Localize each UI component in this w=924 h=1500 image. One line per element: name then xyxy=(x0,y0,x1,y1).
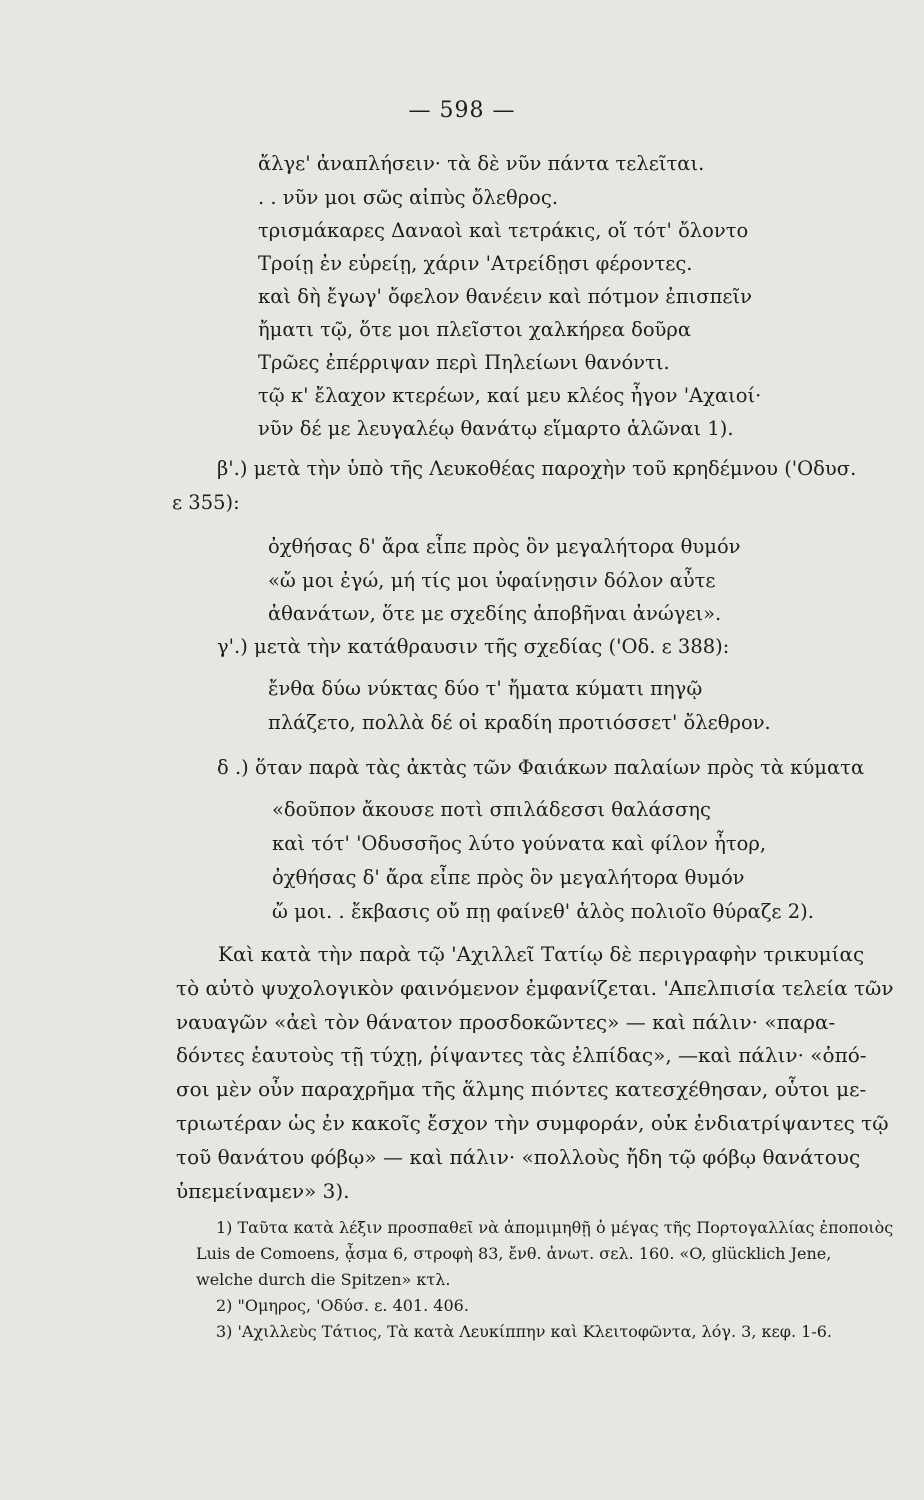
verse-line: ἀθανάτων, ὅτε με σχεδίης ἀποβῆναι ἀνώγει». xyxy=(268,602,722,625)
body-text-line: ναυαγῶν «ἀεὶ τὸν θάνατον προσδοκῶντες» — καὶ πάλιν· «παρα- xyxy=(176,1010,836,1034)
body-text-line: τριωτέραν ὡς ἐν κακοῖς ἔσχον τὴν συμφοράν, οὐκ ἐνδιατρίψαντες τῷ xyxy=(176,1111,889,1135)
body-text-line: δόντες ἑαυτοὺς τῇ τύχῃ, ῥίψαντες τὰς ἐλπίδας», —καὶ πάλιν· «ὁπό- xyxy=(176,1043,867,1067)
section-heading-b: β'.) μετὰ τὴν ὑπὸ τῆς Λευκοθέας παροχὴν τοῦ κρηδέμνου ('Οδυσ. xyxy=(217,457,857,480)
section-heading-c: γ'.) μετὰ τὴν κατάθραυσιν τῆς σχεδίας ('Οδ. ε 388): xyxy=(217,635,730,658)
footnote-1-continued: welche durch die Spitzen» κτλ. xyxy=(196,1270,451,1289)
verse-line: καὶ δὴ ἔγωγ' ὄφελον θανέειν καὶ πότμον ἐπισπεῖν xyxy=(258,285,753,308)
verse-line: ὤ μοι. . ἔκβασις οὔ πῃ φαίνεθ' ἁλὸς πολιοῖο θύραζε 2). xyxy=(272,900,814,923)
footnote-1: 1) Ταῦτα κατὰ λέξιν προσπαθεῖ νὰ ἀπομιμηθῇ ὁ μέγας τῆς Πορτογαλλίας ἐποποιὸς xyxy=(216,1218,894,1237)
body-text-line: σοι μὲν οὖν παραχρῆμα τῆς ἅλμης πιόντες κατεσχέθησαν, οὗτοι με- xyxy=(176,1077,867,1101)
section-heading-b-continued: ε 355): xyxy=(172,491,240,514)
footnote-3: 3) 'Αχιλλεὺς Τάτιος, Τὰ κατὰ Λευκίππην καὶ Κλειτοφῶντα, λόγ. 3, κεφ. 1-6. xyxy=(216,1322,833,1341)
verse-line: ὀχθήσας δ' ἄρα εἶπε πρὸς ὃν μεγαλήτορα θυμόν xyxy=(268,535,741,558)
verse-line: «δοῦπον ἄκουσε ποτὶ σπιλάδεσσι θαλάσσης xyxy=(272,798,711,821)
footnote-1-continued: Luis de Comoens, ᾆσμα 6, στροφὴ 83, ἔνθ. ἀνωτ. σελ. 160. «O, glücklich Jene, xyxy=(196,1244,832,1263)
verse-line: Τρῶες ἐπέρριψαν περὶ Πηλείωνι θανόντι. xyxy=(258,351,670,374)
verse-line: «ὤ μοι ἐγώ, μή τίς μοι ὑφαίνῃσιν δόλον αὖτε xyxy=(268,569,716,592)
verse-line: ὀχθήσας δ' ἄρα εἶπε πρὸς ὃν μεγαλήτορα θυμόν xyxy=(272,866,745,889)
verse-line: ἔνθα δύω νύκτας δύο τ' ἤματα κύματι πηγῷ xyxy=(268,677,703,700)
body-text-line: τὸ αὐτὸ ψυχολογικὸν φαινόμενον ἐμφανίζεται. 'Απελπισία τελεία τῶν xyxy=(176,976,894,1000)
body-text-line: Καὶ κατὰ τὴν παρὰ τῷ 'Αχιλλεῖ Τατίῳ δὲ περιγραφὴν τρικυμίας xyxy=(218,942,865,966)
verse-line: νῦν δέ με λευγαλέῳ θανάτῳ εἵμαρτο ἁλῶναι 1). xyxy=(258,417,734,440)
body-text-line: τοῦ θανάτου φόβῳ» — καὶ πάλιν· «πολλοὺς ἤδη τῷ φόβῳ θανάτους xyxy=(176,1145,861,1169)
verse-line: ἤματι τῷ, ὅτε μοι πλεῖστοι χαλκήρεα δοῦρα xyxy=(258,318,692,341)
verse-line: τῷ κ' ἔλαχον κτερέων, καί μευ κλέος ἦγον 'Αχαιοί· xyxy=(258,384,762,407)
verse-line: Τροίῃ ἐν εὐρείῃ, χάριν 'Ατρείδῃσι φέροντες. xyxy=(258,252,693,275)
body-text-line: ὑπεμείναμεν» 3). xyxy=(176,1179,350,1203)
verse-line: ἄλγε' ἀναπλήσειν· τὰ δὲ νῦν πάντα τελεῖται. xyxy=(258,152,705,175)
section-heading-d: δ .) ὅταν παρὰ τὰς ἀκτὰς τῶν Φαιάκων παλαίων πρὸς τὰ κύματα xyxy=(217,756,865,779)
verse-line: πλάζετο, πολλὰ δέ οἱ κραδίη προτιόσσετ' ὄλεθρον. xyxy=(268,711,771,734)
verse-line: καὶ τότ' 'Οδυσσῆος λύτο γούνατα καὶ φίλον ἦτορ, xyxy=(272,832,767,855)
footnote-2: 2) "Ομηρος, 'Οδύσ. ε. 401. 406. xyxy=(216,1296,469,1315)
verse-line: τρισμάκαρες Δαναοὶ καὶ τετράκις, οἵ τότ' ὄλοντο xyxy=(258,219,749,242)
verse-line: . . νῦν μοι σῶς αἰπὺς ὄλεθρος. xyxy=(258,186,559,209)
page-number: — 598 — xyxy=(408,98,516,123)
